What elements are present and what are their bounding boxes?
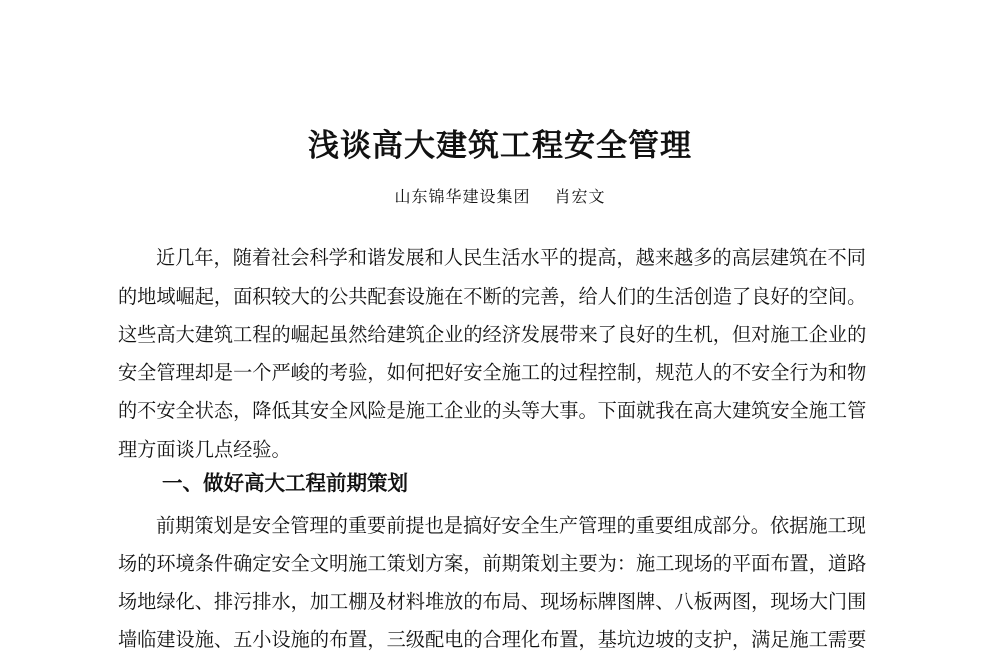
document-title: 浅谈高大建筑工程安全管理 [308,128,692,164]
byline [0,185,1000,209]
paragraph-line: 近几年，随着社会科学和谐发展和人民生活水平的提高，越来越多的高层建筑在不同 [156,246,866,269]
paragraph-line: 的不安全状态，降低其安全风险是施工企业的头等大事。下面就我在高大建筑安全施工管 [118,399,867,422]
paragraph-line: 场的环境条件确定安全文明施工策划方案，前期策划主要为：施工现场的平面布置，道路 [118,552,867,575]
author-name: 肖宏文 [554,187,606,206]
paragraph-line: 安全管理却是一个严峻的考验，如何把好安全施工的过程控制，规范人的不安全行为和物 [118,361,867,384]
author-organization: 山东锦华建设集团 [394,187,531,206]
paragraph-line: 墙临建设施、五小设施的布置，三级配电的合理化布置，基坑边坡的支护，满足施工需要 [118,628,867,651]
paragraph-line: 理方面谈几点经验。 [118,438,291,461]
section-heading: 一、做好高大工程前期策划 [162,471,408,495]
paragraph-line: 这些高大建筑工程的崛起虽然给建筑企业的经济发展带来了良好的生机，但对施工企业的 [118,323,867,346]
paragraph-line: 的地域崛起，面积较大的公共配套设施在不断的完善，给人们的生活创造了良好的空间。 [118,285,867,308]
paragraph-line: 场地绿化、排污排水，加工棚及材料堆放的布局、现场标牌图牌、八板两图，现场大门围 [118,590,867,613]
paragraph-line: 前期策划是安全管理的重要前提也是搞好安全生产管理的重要组成部分。依据施工现 [156,514,866,537]
